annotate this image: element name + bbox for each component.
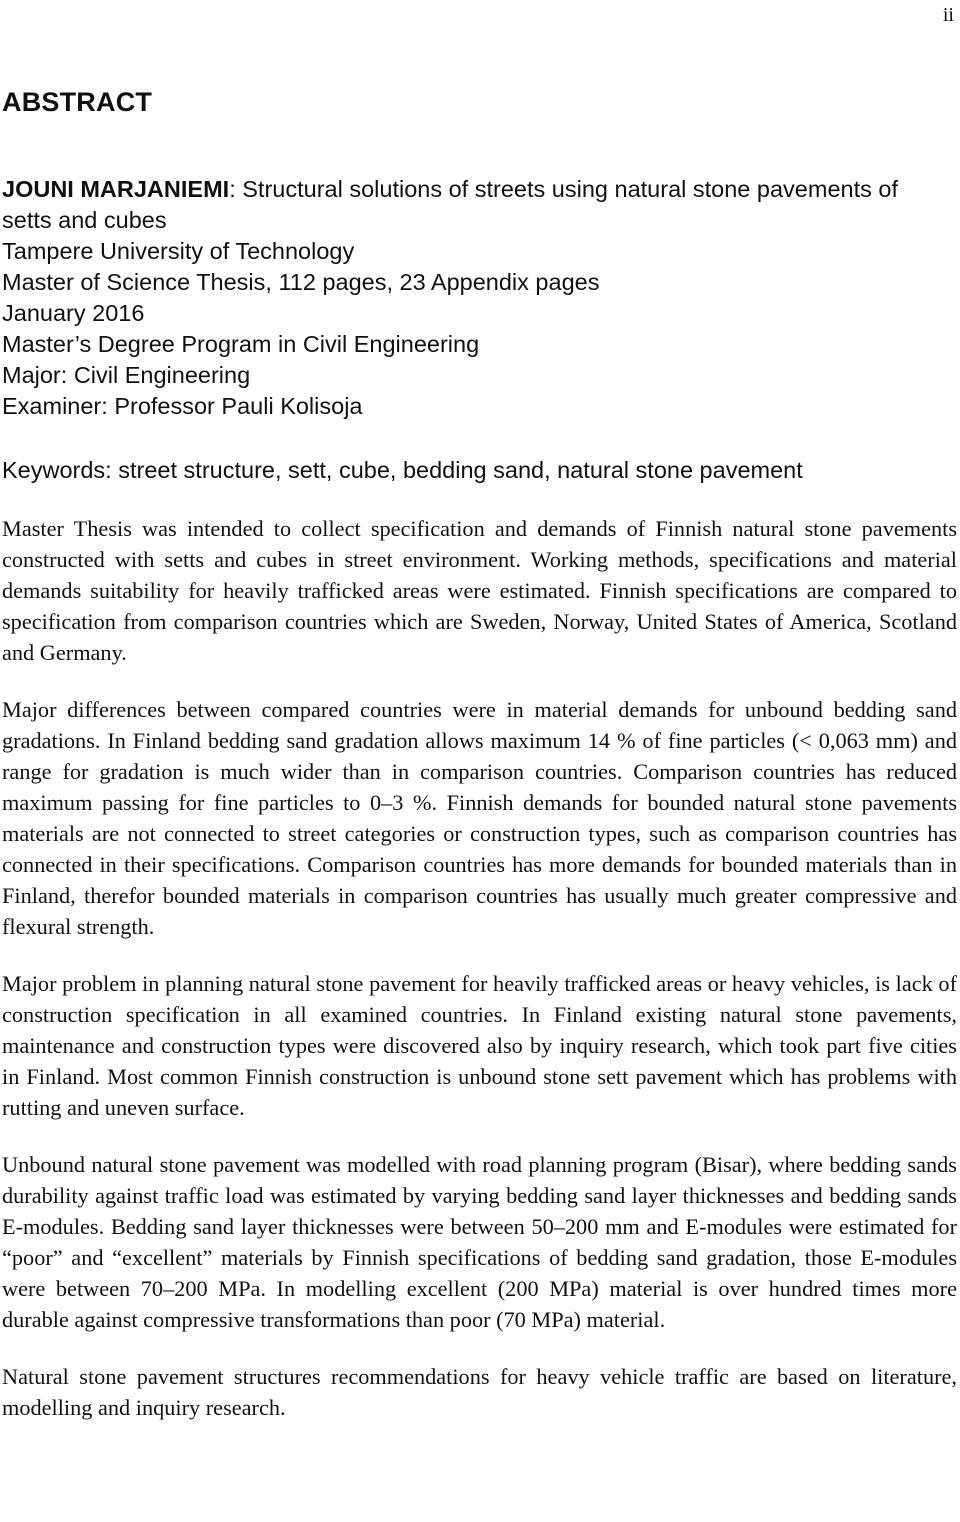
abstract-body [2,513,957,1449]
abstract-heading: ABSTRACT [2,87,153,117]
examiner: Examiner: Professor Pauli Kolisoja [2,393,363,419]
abstract-paragraph: Unbound natural stone pavement was modelled with road planning program (Bisar), where bedding sands durability against traffic load was estimated by varying bedding sand layer thicknesses and bedding sands E-modules. Bedding sand layer thicknesses were between 50–200 mm and E-modules were estimated for “poor” and “excellent” materials by Finnish specifications of bedding sand gradation, those E-modules were between 70–200 MPa. In modelling excellent (200 MPa) material is over hundred times more durable against compressive transformations than poor (70 MPa) material. [2,1152,957,1332]
page-number: ii [942,4,954,26]
thesis-date: January 2016 [2,300,145,326]
thesis-metadata [2,174,954,422]
thesis-info: Master of Science Thesis, 112 pages, 23 Appendix pages [2,269,600,295]
abstract-paragraph: Master Thesis was intended to collect specification and demands of Finnish natural stone pavements constructed with setts and cubes in street environment. Working methods, specifications and material demands suitability for heavily trafficked areas were estimated. Finnish specifications are compared to specification from comparison countries which are Sweden, Norway, United States of America, Scotland and Germany. [2,516,957,665]
keywords: Keywords: street structure, sett, cube, bedding sand, natural stone pavement [2,457,803,483]
title-line [2,174,954,236]
major: Major: Civil Engineering [2,362,251,388]
thesis-title: : Structural solutions of streets using natural stone pavements of setts and cubes [2,176,898,233]
degree-program: Master’s Degree Program in Civil Engineering [2,331,480,357]
abstract-paragraph: Major problem in planning natural stone pavement for heavily trafficked areas or heavy vehicles, is lack of construction specification in all examined countries. In Finland existing natural stone pavements, maintenance and construction types were discovered also by inquiry research, which took part five cities in Finland. Most common Finnish construction is unbound stone sett pavement which has problems with rutting and uneven surface. [2,971,957,1120]
university: Tampere University of Technology [2,238,355,264]
author-name: JOUNI MARJANIEMI [2,176,230,202]
abstract-paragraph: Major differences between compared countries were in material demands for unbound bedding sand gradations. In Finland bedding sand gradation allows maximum 14 % of fine particles (< 0,063 mm) and range for gradation is much wider than in comparison countries. Comparison countries has reduced maximum passing for fine particles to 0–3 %. Finnish demands for bounded natural stone pavements materials are not connected to street categories or construction types, such as comparison countries has connected in their specifications. Comparison countries has more demands for bounded materials than in Finland, therefor bounded materials in comparison countries has usually much greater compressive and flexural strength. [2,697,957,939]
abstract-paragraph: Natural stone pavement structures recommendations for heavy vehicle traffic are based on literature, modelling and inquiry research. [2,1364,957,1420]
